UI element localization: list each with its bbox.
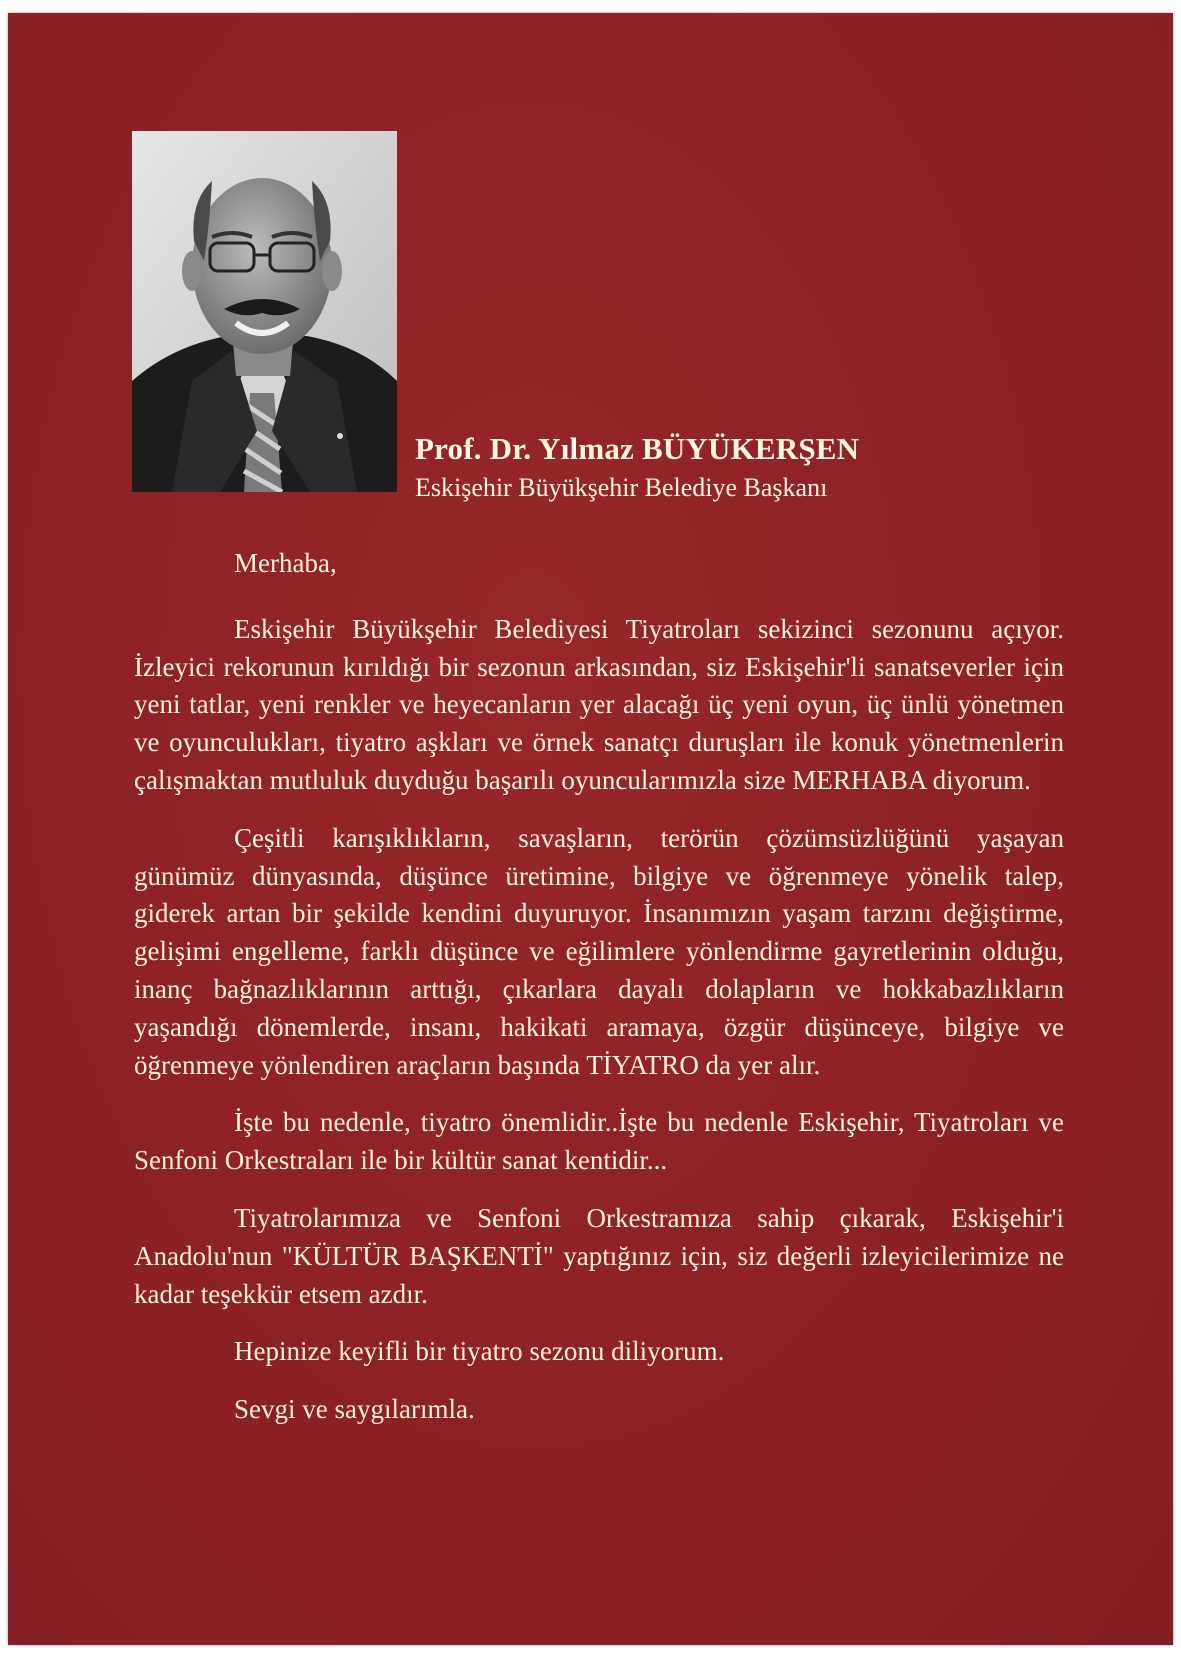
signature-block	[415, 429, 859, 505]
paragraph-2: Çeşitli karışıklıkların, savaşların, terörün çözümsüzlüğünü yaşayan günümüz dünyasında, düşünce üretimine, bilgiye ve öğrenmeye yönelik talep, giderek artan bir şekilde kendini duyuruyor. İnsanımızın yaşam tarzını değiştirme, gelişimi engelleme, farklı düşünce ve eğilimlere yönlendirme gayretlerinin olduğu, inanç bağnazlıklarının arttığı, çıkarlara dayalı dolapların ve hokkabazlıkların yaşandığı dönemlerde, insanı, hakikati aramaya, özgür düşünceye, bilgiye ve öğrenmeye yönlendiren araçların başında TİYATRO da yer alır.	[134, 822, 1064, 1080]
author-name: Prof. Dr. Yılmaz BÜYÜKERŞEN	[415, 431, 860, 466]
paragraph-1: Eskişehir Büyükşehir Belediyesi Tiyatroları sekizinci sezonunu açıyor. İzleyici rekorunun kırıldığı bir sezonun arkasından, siz Eskişehir'li sanatseverler için yeni tatlar, yeni renkler ve heyecanların yer alacağı üç yeni oyun, üç ünlü yönetmen ve oyunculukları, tiyatro aşkları ve örnek sanatçı duruşları ile konuk yönetmenlerin çalışmaktan mutluluk duyduğu başarılı oyuncularımızla size MERHABA diyorum.	[134, 613, 1064, 795]
paragraph-3: İşte bu nedenle, tiyatro önemlidir..İşte bu nedenle Eskişehir, Tiyatroları ve Senfoni Orkestraları ile bir kültür sanat kentidir...	[134, 1107, 1064, 1176]
portrait-photo	[132, 131, 397, 492]
wish-line: Hepinize keyifli bir tiyatro sezonu diliyorum.	[234, 1336, 725, 1367]
closing-line: Sevgi ve saygılarımla.	[234, 1394, 475, 1425]
letter-body	[134, 545, 1064, 1449]
brochure-page	[8, 13, 1173, 1645]
author-title: Eskişehir Büyükşehir Belediye Başkanı	[415, 473, 828, 502]
paragraph-4: Tiyatrolarımıza ve Senfoni Orkestramıza sahip çıkarak, Eskişehir'i Anadolu'nun "KÜLTÜR BAŞKENTİ" yaptığınız için, siz değerli izleyicilerimize ne kadar teşekkür etsem azdır.	[134, 1202, 1064, 1309]
greeting: Merhaba,	[234, 548, 337, 578]
